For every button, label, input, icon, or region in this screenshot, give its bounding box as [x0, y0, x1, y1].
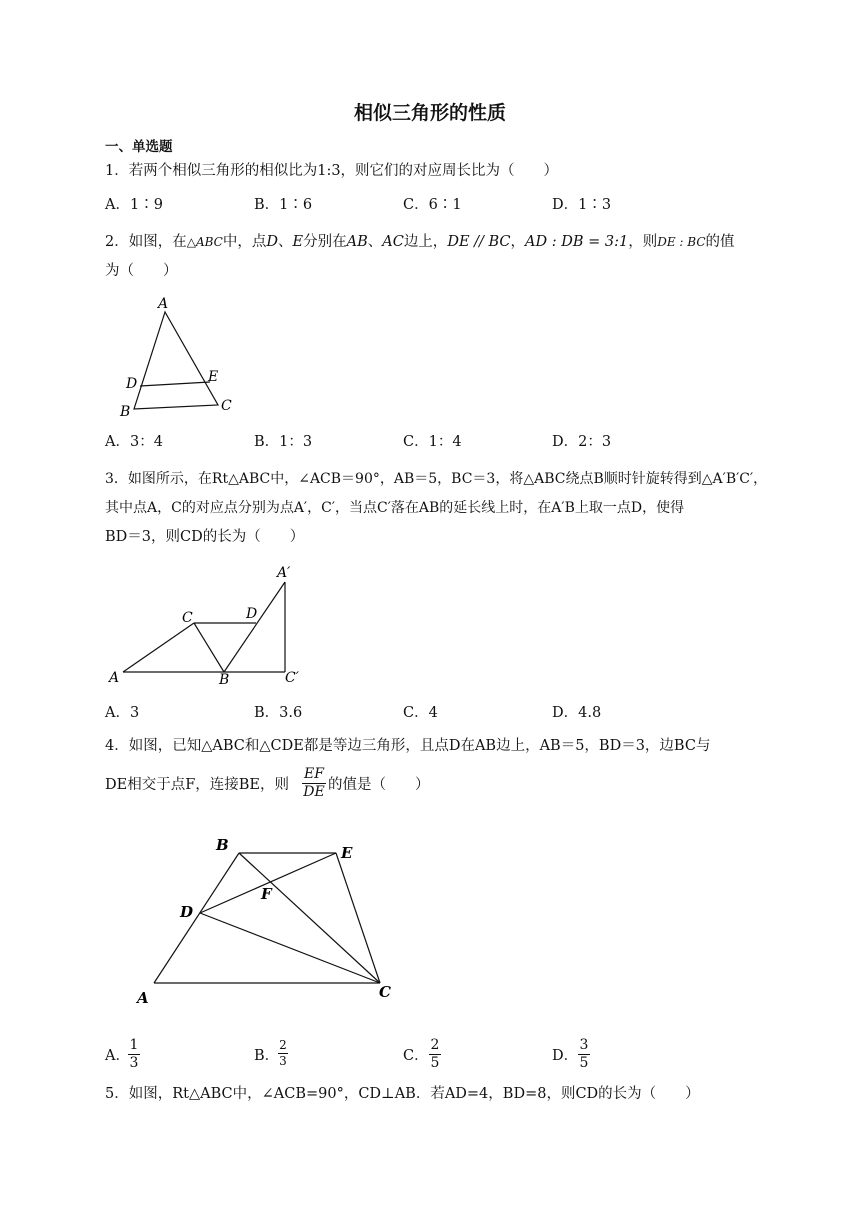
q2-option-d: D．2：3: [552, 434, 612, 450]
q4-line1: 4．如图，已知△ABC和△CDE都是等边三角形，且点D在AB边上，AB＝5，BD＝3，边BC与: [105, 738, 711, 754]
q3-figure: [105, 562, 315, 692]
q4-label-b: B: [216, 836, 229, 854]
q2-label-a: A: [158, 296, 169, 312]
q3-line2: 其中点A，C的对应点分别为点A′，C′，当点C′落在AB的延长线上时，在A′B上取一点D，使得: [105, 500, 685, 516]
q4-option-a-num: 1: [129, 1037, 139, 1053]
q1-option-c: C．6∶1: [403, 197, 462, 213]
q4-frac-num: EF: [304, 766, 324, 782]
q4-label-d: D: [180, 903, 194, 921]
q4-option-b-frac: [278, 1039, 288, 1068]
q3-option-b: B．3.6: [254, 705, 303, 721]
section-heading: 一、单选题: [105, 139, 173, 155]
q4-label-a: A: [137, 989, 149, 1007]
q3-label-d: D: [246, 606, 258, 622]
q1-option-a: A．1∶9: [105, 197, 163, 213]
q3-line3: BD＝3，则CD的长为（ ）: [105, 529, 305, 545]
q3-option-d: D．4.8: [552, 705, 602, 721]
q1-option-d: D．1∶3: [552, 197, 612, 213]
q3-line1: 3．如图所示，在Rt△ABC中，∠ACB＝90°，AB＝5，BC＝3，将△ABC绕点B顺时针旋转得到△A′B′C′，: [105, 471, 768, 487]
q4-option-c-den: 5: [430, 1055, 440, 1071]
page-title: 相似三角形的性质: [353, 102, 506, 124]
q3-label-a: A: [109, 670, 120, 686]
q3-label-c2: C′: [285, 670, 299, 686]
q2-label-d: D: [126, 376, 138, 392]
q3-label-c: C: [182, 610, 193, 626]
q4-option-c-num: 2: [430, 1037, 440, 1053]
q4-option-c-frac: [429, 1038, 441, 1071]
q2-figure: [110, 292, 250, 422]
q2-label-c: C: [221, 398, 232, 414]
q4-option-a-den: 3: [129, 1055, 139, 1071]
q3-label-a2: A′: [277, 565, 291, 581]
q4-option-b-label: B．: [254, 1048, 280, 1064]
q4-option-d-label: D．: [552, 1048, 579, 1064]
q2-option-a: A．3：4: [105, 434, 163, 450]
q4-option-a-frac: [128, 1038, 140, 1071]
q4-option-d-frac: [578, 1038, 590, 1071]
q4-figure: [130, 830, 400, 1010]
q1-text: 1．若两个相似三角形的相似比为1:3，则它们的对应周长比为（ ）: [105, 163, 559, 179]
q4-line2-prefix: DE相交于点F，连接BE，则: [105, 777, 290, 793]
q4-label-f: F: [261, 885, 272, 903]
q2-line2: 为（ ）: [105, 263, 178, 279]
q4-option-b-den: 3: [279, 1054, 287, 1068]
q3-label-b: B: [219, 672, 230, 688]
q5-text: 5．如图，Rt△ABC中，∠ACB=90°，CD⊥AB．若AD=4，BD=8，则CD的长为（ ）: [105, 1086, 700, 1102]
q4-frac-den: DE: [303, 784, 325, 800]
q4-fraction: [302, 767, 326, 800]
q4-option-a-label: A．: [105, 1048, 130, 1064]
q3-option-c: C．4: [403, 705, 438, 721]
q4-option-c-label: C．: [403, 1048, 429, 1064]
q4-option-d-den: 5: [579, 1055, 589, 1071]
q2-option-c: C．1：4: [403, 434, 462, 450]
q4-option-b-num: 2: [279, 1038, 287, 1052]
q4-label-c: C: [379, 983, 391, 1001]
q4-option-d-num: 3: [579, 1037, 589, 1053]
q4-line2-suffix: 的值是（ ）: [328, 777, 430, 793]
q2-label-e: E: [208, 369, 219, 385]
q3-option-a: A．3: [105, 705, 140, 721]
q1-option-b: B．1∶6: [254, 197, 313, 213]
q4-label-e: E: [341, 844, 353, 862]
q2-label-b: B: [120, 404, 131, 420]
q2-line1: 2．如图，在△ABC中，点D、E分别在AB、AC边上，DE // BC，AD : DB = 3:1，则DE : BC的值: [105, 234, 735, 250]
q2-option-b: B．1：3: [254, 434, 313, 450]
